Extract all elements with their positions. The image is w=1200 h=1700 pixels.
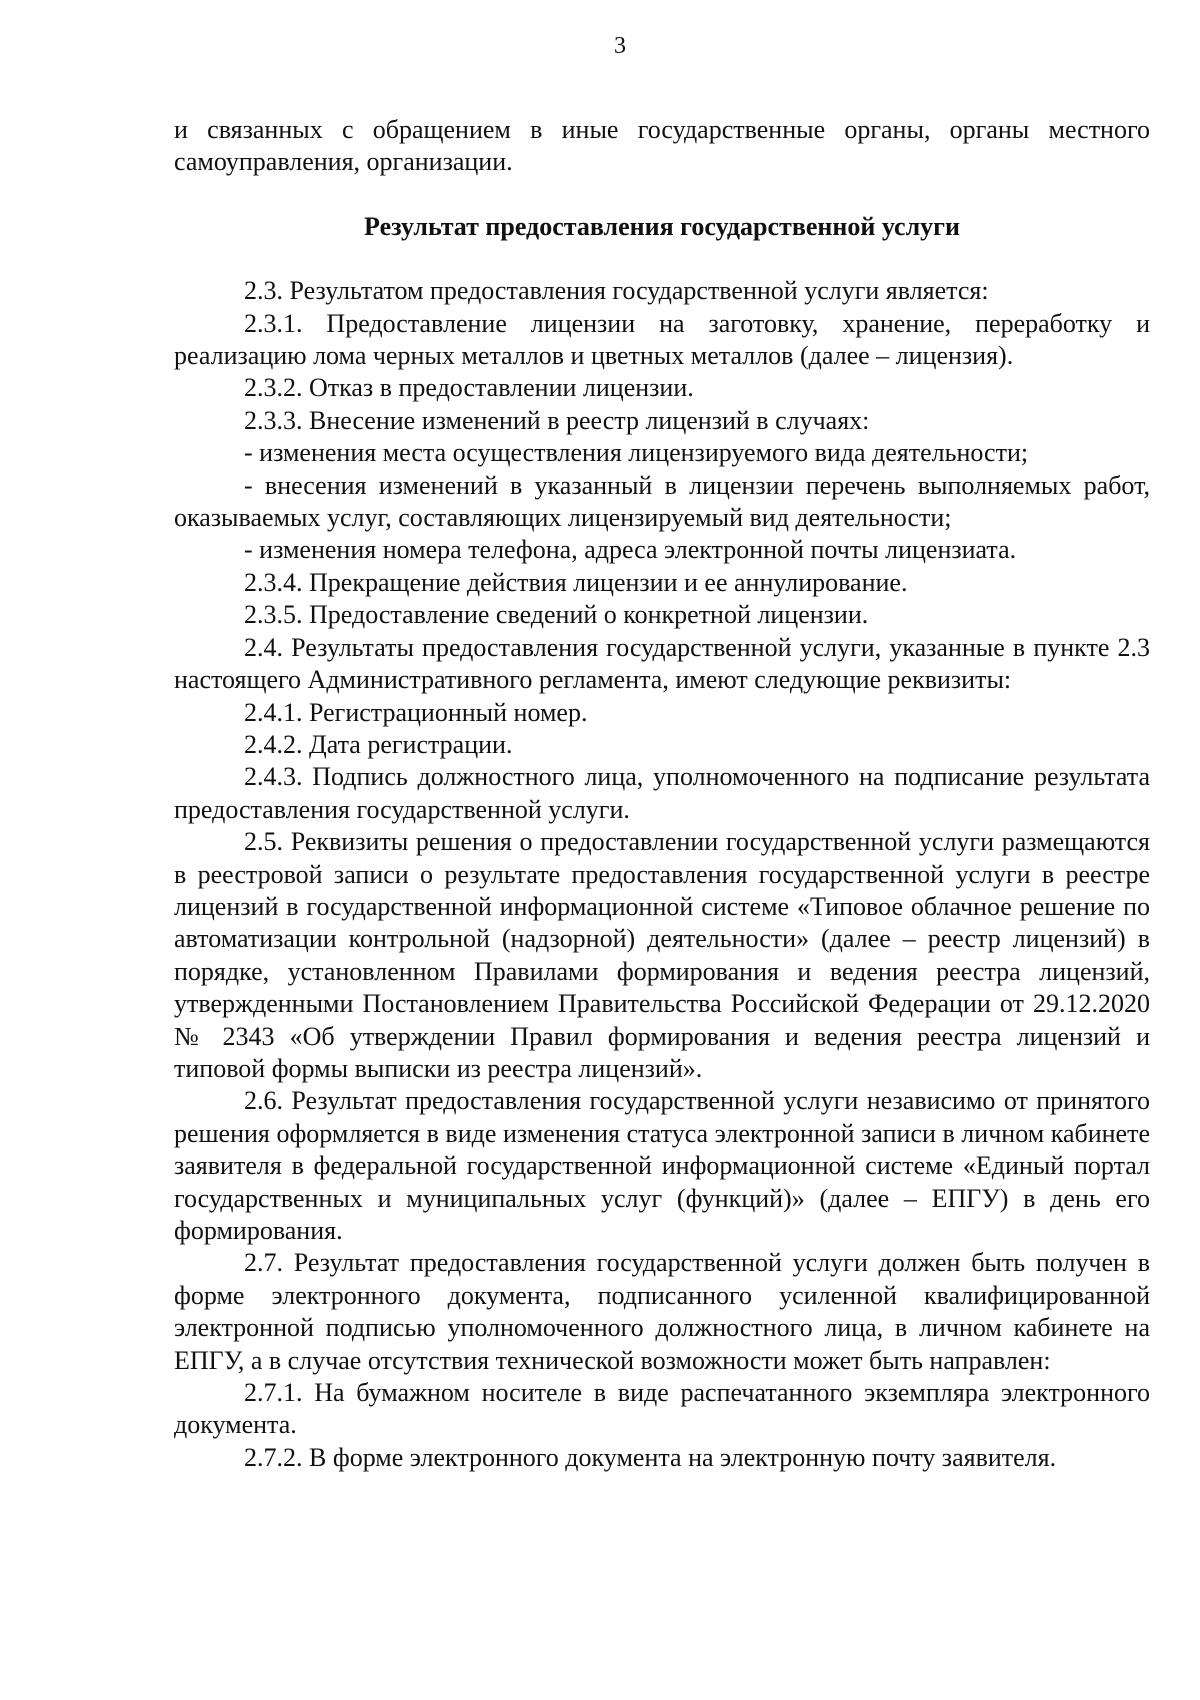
- paragraph-2-4-2: 2.4.2. Дата регистрации.: [244, 729, 513, 759]
- list-item-contact-change: - изменения номера телефона, адреса электронной почты лицензиата.: [244, 535, 1017, 565]
- paragraph-2-5: 2.5. Реквизиты решения о предоставлении государственной услуги размещаются в реестровой записи о результате предоставления государственной услуги в реестре лицензий в государственной информационной системе «Типовое облачное решение по автоматизации контрольной (надзорной) деятельности» (далее – реестр лицензий) в порядке, установленном Правилами формирования и ведения реестра лицензий, утвержденными Постановлением Правительства Российской Федерации от 29.12.2020 № 2343 «Об утверждении Правил формирования и ведения реестра лицензий и типовой формы выписки из реестра лицензий».: [174, 827, 1150, 1083]
- list-item-place-change: - изменения места осуществления лицензируемого вида деятельности;: [244, 438, 1029, 468]
- paragraph-2-7-1: 2.7.1. На бумажном носителе в виде распечатанного экземпляра электронного документа.: [174, 1378, 1150, 1440]
- paragraph-2-3-2: 2.3.2. Отказ в предоставлении лицензии.: [244, 373, 694, 403]
- paragraph-2-3-4: 2.3.4. Прекращение действия лицензии и ее аннулирование.: [244, 567, 908, 597]
- paragraph-2-6: 2.6. Результат предоставления государственной услуги независимо от принятого решения оформляется в виде изменения статуса электронной записи в личном кабинете заявителя в федеральной государственной информационной системе «Единый портал государственных и муниципальных услуг (функций)» (далее – ЕПГУ) в день его формирования.: [174, 1086, 1150, 1245]
- paragraph-2-7-2: 2.7.2. В форме электронного документа на электронную почту заявителя.: [244, 1442, 1057, 1472]
- paragraph-2-3-5: 2.3.5. Предоставление сведений о конкретной лицензии.: [244, 600, 869, 630]
- paragraph-2-3-1: 2.3.1. Предоставление лицензии на заготовку, хранение, переработку и реализацию лома черных металлов и цветных металлов (далее – лицензия).: [174, 308, 1150, 371]
- list-item-works-change: - внесения изменений в указанный в лицензии перечень выполняемых работ, оказываемых услуг, составляющих лицензируемый вид деятельности;: [174, 470, 1150, 533]
- intro-paragraph: и связанных с обращением в иные государственные органы, органы местного самоуправления, организации.: [174, 115, 1150, 177]
- section-heading: Результат предоставления государственной услуги: [364, 211, 960, 241]
- paragraph-2-4-3: 2.4.3. Подпись должностного лица, уполномоченного на подписание результата предоставления государственной услуги.: [174, 762, 1150, 824]
- paragraph-2-4: 2.4. Результаты предоставления государственной услуги, указанные в пункте 2.3 настоящего Административного регламента, имеют следующие реквизиты:: [174, 632, 1150, 695]
- paragraph-2-3-3: 2.3.3. Внесение изменений в реестр лицензий в случаях:: [244, 405, 870, 435]
- page-number: 3: [614, 33, 626, 59]
- paragraph-2-4-1: 2.4.1. Регистрационный номер.: [244, 697, 588, 727]
- document-body: [174, 114, 1150, 1474]
- paragraph-2-7: 2.7. Результат предоставления государственной услуги должен быть получен в форме электронного документа, подписанного усиленной квалифицированной электронной подписью уполномоченного должностного лица, в личном кабинете на ЕПГУ, а в случае отсутствия технической возможности может быть направлен:: [174, 1248, 1150, 1375]
- paragraph-2-3: 2.3. Результатом предоставления государственной услуги является:: [244, 276, 989, 306]
